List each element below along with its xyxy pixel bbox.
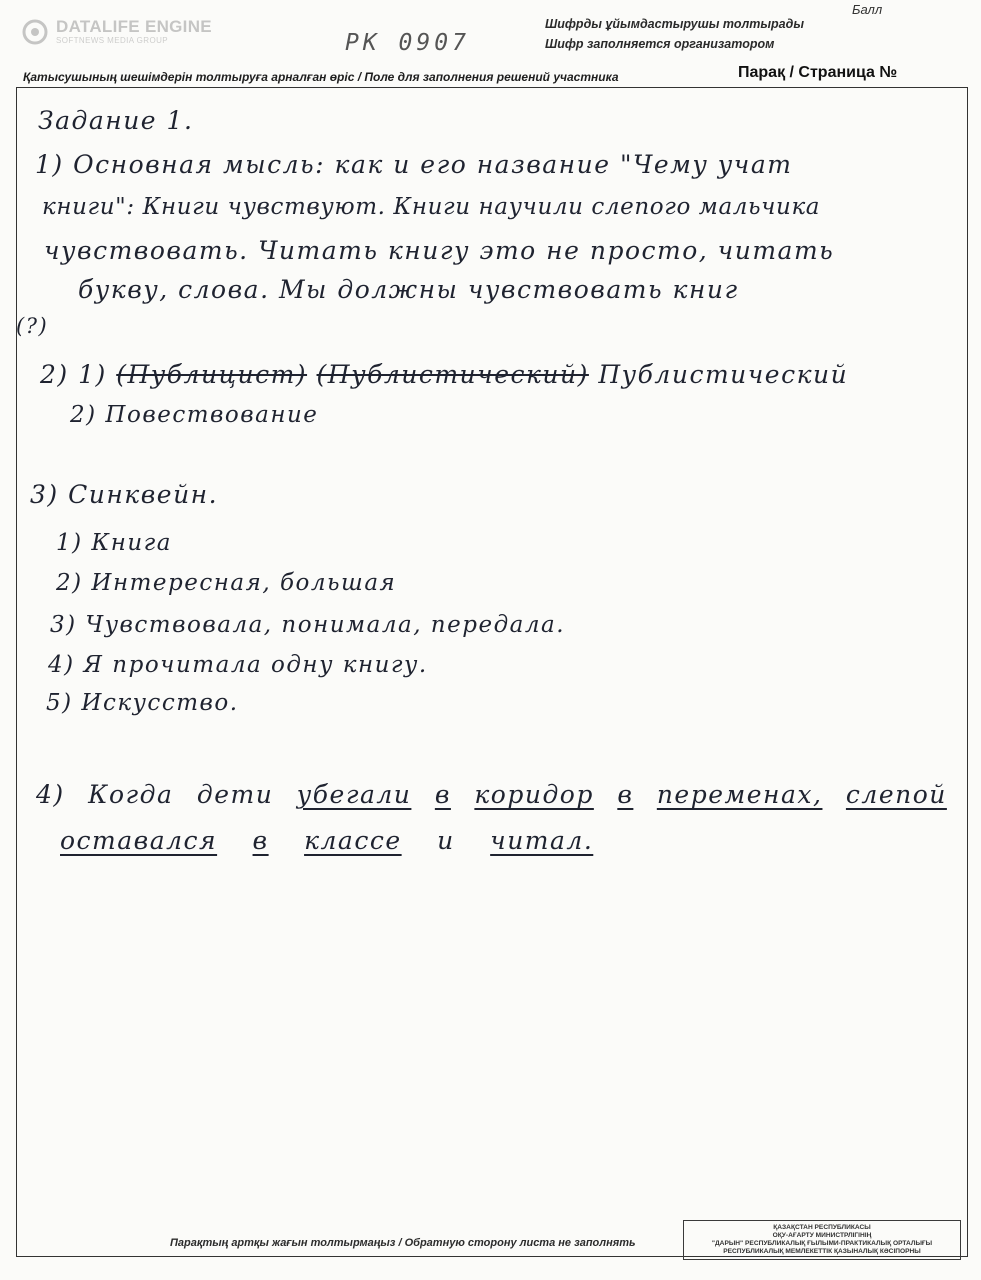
- stamp-line: ОҚУ-АҒАРТУ МИНИСТРЛІГІНІҢ: [772, 1232, 872, 1239]
- answer4-line1: [36, 780, 947, 809]
- answer4-word: оставался: [60, 826, 218, 855]
- answer4-word: классе: [304, 826, 402, 855]
- answer4-word: слепой: [845, 780, 947, 809]
- answer4-word: читал.: [490, 826, 594, 855]
- organization-stamp: [683, 1220, 961, 1260]
- stamp-line: "ДАРЫН" РЕСПУБЛИКАЛЫҚ ҒЫЛЫМИ-ПРАКТИКАЛЫҚ ОРТАЛЫҒЫ: [711, 1240, 933, 1247]
- watermark: [22, 18, 212, 45]
- cipher-note-kz: Шифрды ұйымдастырушы толтырады: [545, 17, 805, 31]
- footer-note: Парақтың артқы жағын толтырмаңыз / Обратную сторону листа не заполнять: [170, 1237, 636, 1249]
- answer3-item-1: 1) Книга: [56, 530, 173, 556]
- answer4-word: Когда: [88, 780, 174, 809]
- answer4-word: и: [437, 826, 455, 855]
- answer3-title: 3) Синквейн.: [30, 480, 219, 509]
- answer2-crossed-1: (Публицист): [116, 360, 308, 389]
- watermark-subtitle: SOFTNEWS MEDIA GROUP: [56, 36, 169, 45]
- answer2-line1: [40, 360, 848, 389]
- stamp-line: ҚАЗАҚСТАН РЕСПУБЛИКАСЫ: [773, 1224, 871, 1231]
- page-number-label: Парақ / Страница №: [738, 64, 898, 81]
- answer2-final: Публистический: [598, 360, 849, 389]
- score-label: Балл: [852, 2, 883, 17]
- answer4-word: в: [617, 780, 634, 809]
- participant-code: PK 0907: [345, 30, 470, 56]
- answer4-word: дети: [196, 780, 274, 809]
- answer2-number: 2) 1): [40, 360, 107, 389]
- answer4-prefix: 4): [36, 780, 65, 809]
- answer4-word: в: [252, 826, 269, 855]
- datalife-logo-icon: [22, 19, 48, 45]
- answer4-word: в: [434, 780, 451, 809]
- answer1-line1: 1) Основная мысль: как и его название "Чему учат: [35, 150, 793, 179]
- answer1-margin-mark: (?): [16, 314, 49, 338]
- watermark-title: DATALIFE ENGINE: [56, 17, 212, 36]
- answer3-item-3: 3) Чувствовала, понимала, передала.: [50, 612, 566, 638]
- answer1-line3: чувствовать. Читать книгу это не просто, читать: [44, 236, 835, 265]
- answer1-line4: букву, слова. Мы должны чувствовать книг: [78, 275, 739, 304]
- answer2-line2: 2) Повествование: [70, 402, 319, 428]
- answer1-line2: книги": Книги чувствуют. Книги научили слепого мальчика: [42, 194, 821, 220]
- answer3-item-2: 2) Интересная, большая: [56, 570, 397, 596]
- answer-field-label: Қатысушының шешімдерін толтыруға арналған өріс / Поле для заполнения решений участника: [23, 70, 619, 84]
- answer3-item-4: 4) Я прочитала одну книгу.: [48, 652, 428, 678]
- answer4-word: убегали: [296, 780, 412, 809]
- answer4-line2: [60, 826, 593, 855]
- answer4-word: коридор: [474, 780, 594, 809]
- answer4-word: переменах,: [656, 780, 823, 809]
- answer2-crossed-2: (Публистический): [316, 360, 589, 389]
- task-title: Задание 1.: [38, 106, 194, 135]
- cipher-note-ru: Шифр заполняется организатором: [545, 37, 775, 51]
- stamp-line: РЕСПУБЛИКАЛЫҚ МЕМЛЕКЕТТІК ҚАЗЫНАЛЫҚ КӘСІПОРНЫ: [723, 1248, 921, 1255]
- answer3-item-5: 5) Искусство.: [46, 690, 239, 716]
